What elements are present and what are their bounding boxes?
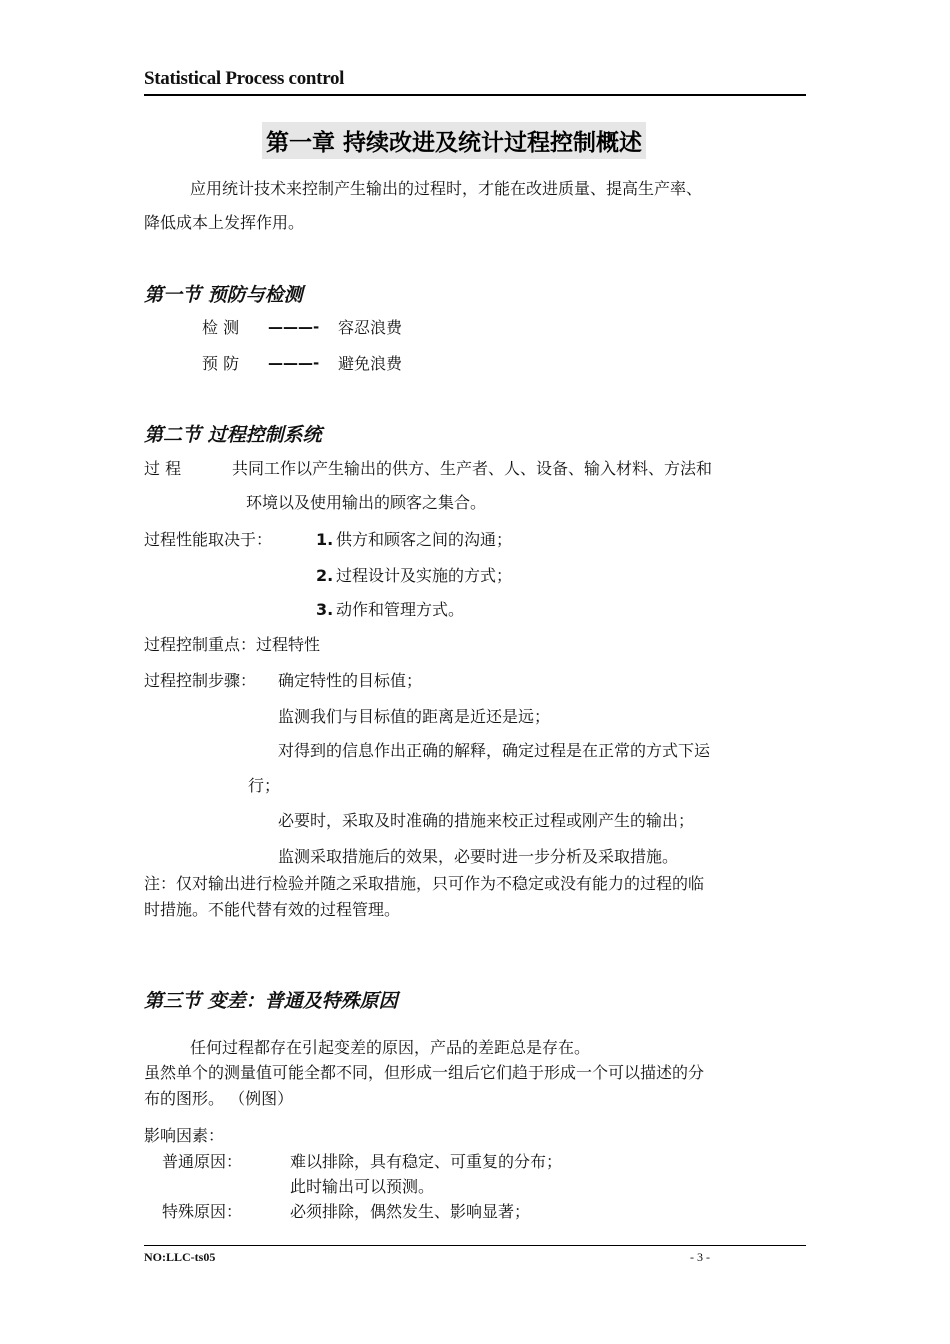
perf-label: 过程性能取决于： xyxy=(144,530,273,549)
running-header: Statistical Process control xyxy=(144,68,345,89)
perf-item-text: 动作和管理方式。 xyxy=(336,600,465,619)
header-rule xyxy=(144,94,806,96)
note-line-1: 注：仅对输出进行检验并随之采取措施，只可作为不稳定或没有能力的过程的临 xyxy=(144,874,705,893)
page-number: - 3 - xyxy=(690,1250,710,1264)
detect-term: 检 测 xyxy=(202,318,240,337)
special-cause-line-1: 必须排除，偶然发生、影响显著； xyxy=(290,1202,531,1221)
footer-rule xyxy=(144,1245,806,1246)
common-cause-line-2: 此时输出可以预测。 xyxy=(290,1177,435,1196)
variation-para-line-2: 虽然单个的测量值可能全都不同，但形成一组后它们趋于形成一个可以描述的分 xyxy=(144,1063,705,1082)
common-cause-line-1: 难以排除，具有稳定、可重复的分布； xyxy=(290,1152,563,1171)
variation-para-line-1: 任何过程都存在引起变差的原因，产品的差距总是存在。 xyxy=(190,1038,591,1057)
steps-label: 过程控制步骤： xyxy=(144,671,257,690)
common-cause-label: 普通原因： xyxy=(162,1152,243,1171)
section-3-heading: 第三节 变差：普通及特殊原因 xyxy=(144,990,398,1012)
factors-label: 影响因素： xyxy=(144,1126,225,1145)
control-focus: 过程控制重点：过程特性 xyxy=(144,635,321,654)
detect-desc: 容忍浪费 xyxy=(338,318,403,337)
note-line-2: 时措施。不能代替有效的过程管理。 xyxy=(144,900,401,919)
prevent-term: 预 防 xyxy=(202,354,240,373)
step-item: 对得到的信息作出正确的解释，确定过程是在正常的方式下运 xyxy=(278,741,711,760)
section-2-heading: 第二节 过程控制系统 xyxy=(144,424,322,446)
step-item: 必要时，采取及时准确的措施来校正过程或刚产生的输出； xyxy=(278,811,695,830)
perf-item-num: 2. xyxy=(316,566,334,585)
prevent-dash: ———- xyxy=(268,354,320,372)
perf-item-text: 过程设计及实施的方式； xyxy=(336,566,513,585)
chapter-title: 第一章 持续改进及统计过程控制概述 xyxy=(262,122,646,159)
section-1-heading: 第一节 预防与检测 xyxy=(144,284,303,306)
perf-item-num: 3. xyxy=(316,600,334,619)
document-number: NO:LLC-ts05 xyxy=(144,1250,216,1264)
perf-item-text: 供方和顾客之间的沟通； xyxy=(336,530,513,549)
prevent-desc: 避免浪费 xyxy=(338,354,403,373)
detect-dash: ———- xyxy=(268,318,320,336)
variation-para-line-3: 布的图形。 （例图） xyxy=(144,1089,294,1108)
step-item: 监测我们与目标值的距离是近还是远； xyxy=(278,707,551,726)
intro-line-2: 降低成本上发挥作用。 xyxy=(144,213,305,232)
step-item: 确定特性的目标值； xyxy=(278,671,423,690)
intro-line-1: 应用统计技术来控制产生输出的过程时，才能在改进质量、提高生产率、 xyxy=(190,179,703,198)
process-def-line-1: 共同工作以产生输出的供方、生产者、人、设备、输入材料、方法和 xyxy=(232,459,713,478)
special-cause-label: 特殊原因： xyxy=(162,1202,243,1221)
process-def-line-2: 环境以及使用输出的顾客之集合。 xyxy=(246,493,487,512)
step-item: 行； xyxy=(248,776,281,795)
step-item: 监测采取措施后的效果，必要时进一步分析及采取措施。 xyxy=(278,847,679,866)
perf-item-num: 1. xyxy=(316,530,334,549)
process-term: 过 程 xyxy=(144,459,182,478)
